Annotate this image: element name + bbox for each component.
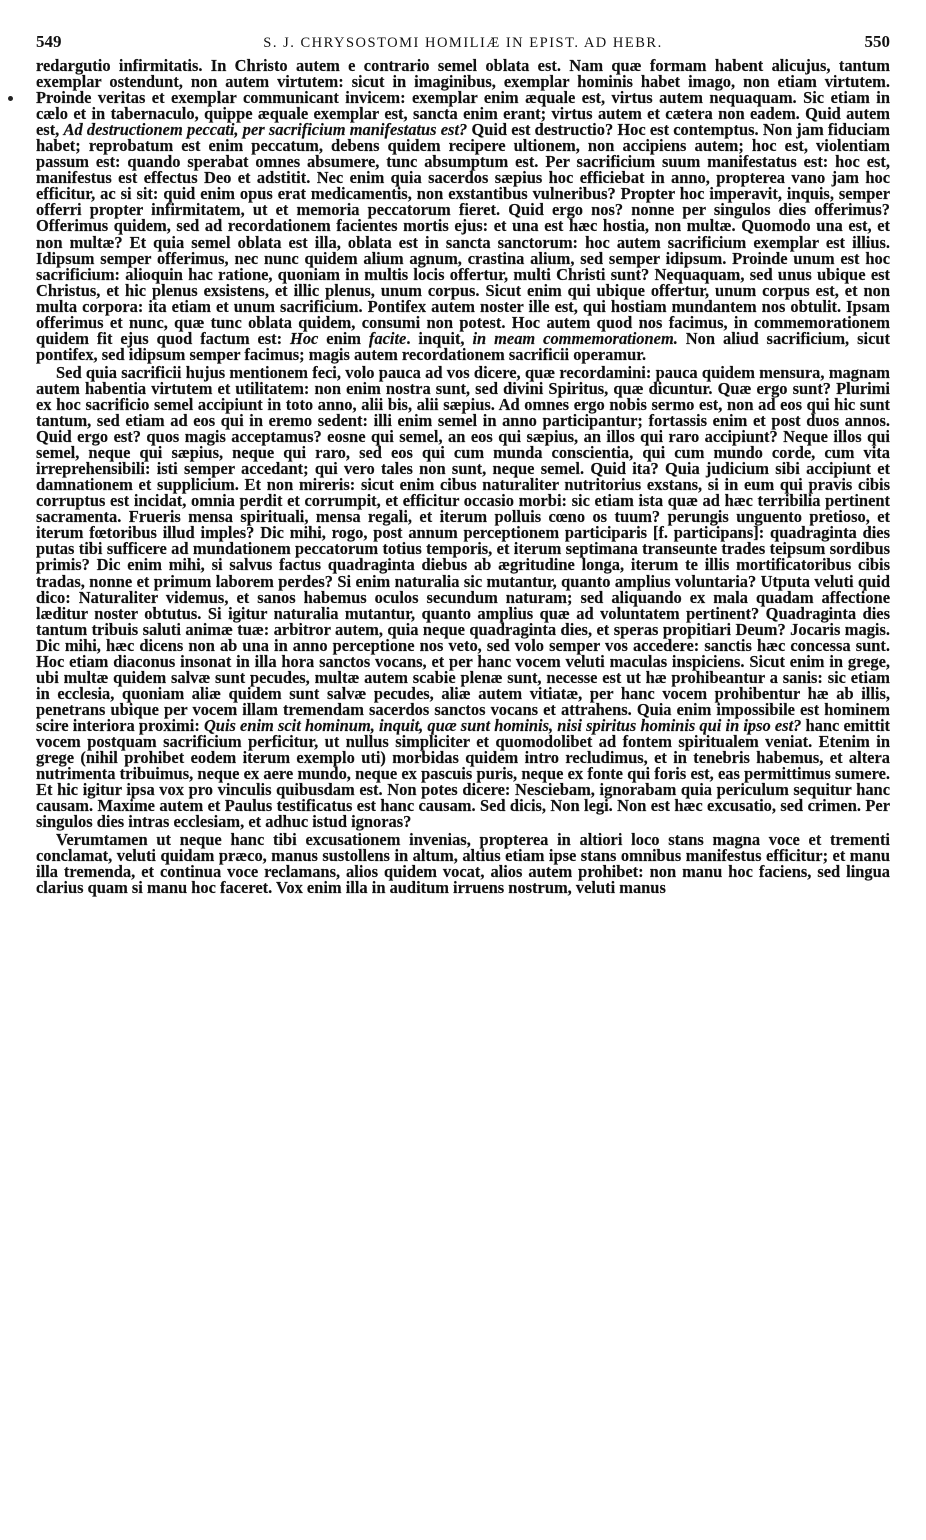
paragraph (36, 362, 890, 832)
text-run: redargutio infirmitatis. In Christo autem e contrario semel oblata est. Nam quæ formam habent alicujus, tantum exemplar ostendunt, non autem virtutem: sicut in imaginibus, exemplar hominis habet imago, non etiam virtutem. Proinde veritas et exemplar communicant invicem: exemplar enim æquale est, virtus autem nequaquam. Sic etiam in cælo et in tabernaculo, quippe æquale exemplar est, sancta enim erant; virtus autem et cætera non eadem. Quid autem est, (36, 56, 890, 140)
page-number-left: 549 (36, 32, 62, 51)
italic-run: Ad destructionem peccati, per sacrificium manifestatus est? (63, 120, 468, 140)
italic-run: in meam commemorationem. (472, 328, 678, 348)
running-title: S. J. CHRYSOSTOMI HOMILIÆ IN EPIST. AD HEBR. (263, 35, 663, 51)
text-run: Quid est destructio? Hoc est contemptus. Non jam fiduciam habet; reprobatum est enim peccatum, debens quidem recipere ultionem, non accipiens autem; hoc est, violentiam passum est: quando sperabat omnes absumere, tunc absumptum est. Per sacrificium suum manifestatus est: hoc est, manifestus est effectus Deo et adstitit. Nec enim quia sacerdos sæpius hoc efficiebat in anno, propterea vano jam hoc efficitur, ac si sit: quid enim opus erat medicamentis, non exstantibus vulneribus? Propter hoc imperavit, inquis, semper offerri propter infirmitatem, ut et memoria peccatorum fieret. Quid ergo nos? nonne per singulos dies offerimus? Offerimus quidem, sed ad recordationem facientes mortis ejus: et una est hæc hostia, non multæ. Quomodo una est, et non multæ? Et quia semel oblata est illa, oblata est in sancta sanctorum: hoc autem sacrificium exemplar est illius. Idipsum semper offerimus, nec nunc quidem alium agnum, crastina alium, sed semper idipsum. Proinde unum est hoc sacrificium: alioquin hac ratione, quoniam in multis locis offertur, multi Christi sunt? Nequaquam, sed unus ubique est Christus, et hic plenus exsistens, et illic plenus, unum corpus. Sicut enim qui ubique offertur, unum corpus est, et non multa corpora: ita etiam et unum sacrificium. Pontifex autem noster ille est, qui hostiam mundantem nos obtulit. Ipsam offerimus et nunc, quæ tunc oblata quidem, consumi non potest. Hoc autem quod nos facimus, in commemorationem quidem fit ejus quod factum est: (36, 120, 890, 348)
text-run: . inquit, (406, 328, 473, 348)
text-run: Sed quia sacrificii hujus mentionem feci, volo pauca ad vos dicere, quæ recordamini: pauca quidem mensura, magnam autem habentia virtutem et utilitatem: non enim nostra sunt, sed divini Spiritus, quæ dicuntur. Quæ ergo sunt? Plurimi ex hoc sacrificio semel accipiunt in toto anno, alii bis, alii sæpius. Ad omnes ergo nobis sermo est, non ad eos qui hic sunt tantum, sed etiam ad eos qui in eremo sedent: illi enim semel in anno participantur; fortassis enim et post duos annos. Quid ergo est? quos magis acceptamus? eosne qui semel, an eos qui sæpius, an illos qui raro accipiunt? Neque illos qui semel, neque qui sæpius, neque qui raro, sed eos qui cum munda conscientia, qui cum mundo corde, cum vita irreprehensibili: isti semper accedant; qui vero tales non sunt, neque semel. Quid ita? Quia judicium sibi accipiunt et damnationem et supplicium. Et non mireris: sicut enim cibus naturaliter nutritorius exstans, si in eum qui pravis cibis corruptus est incidat, omnia perdit et corrumpit, et efficitur occasio morbi: sic etiam ista quæ ad hæc terribilia pertinent sacramenta. Frueris mensa spirituali, mensa regali, et iterum polluis cœno os tuum? perungis unguento pretioso, et iterum fœtoribus illud imples? Dic mihi, rogo, post annum perceptionem participaris [f. participans]: quadraginta dies putas tibi sufficere ad mundationem peccatorum totius temporis, et iterum septimana transeunte trades teipsum sordibus primis? Dic enim mihi, si salvus factus quadraginta diebus ab ægritudine longa, iterum te illis mortificatoribus cibis tradas, nonne et primum laborem perdes? Si enim naturalia sic mutantur, quanto amplius voluntaria? Utputa veluti quid dico: Naturaliter videmus, et sanos habemus oculos secundum naturam; sed aliquando ex mala quadam affectione læditur noster obtutus. Si igitur naturalia mutantur, quanto amplius quæ ad voluntatem pertinent? Quadraginta dies tantum tribuis saluti animæ tuæ: arbitror autem, quia neque quadraginta dies, et speras propitiari Deum? Jocaris magis. Dic mihi, hæc dicens non ab una in anno perceptione nos veto, sed volo semper vos accedere: sanctis hæc concessa sunt. Hoc etiam diaconus insonat in illa hora sanctos vocans, et per hanc vocem veluti maculas inspiciens. Sicut enim in grege, ubi multæ quidem salvæ sunt pecudes, multæ autem scabie plenæ sunt, necesse est ut hæ prohibeantur a sanis: sic etiam in ecclesia, quoniam aliæ quidem sunt salvæ pecudes, aliæ autem vitiatæ, per hanc vocem prohibentur hæ ab illis, penetrans ubique per vocem illam tremendam sacerdos sanctos vocans et attrahens. Quia enim impossibile est hominem scire interiora proximi: (36, 362, 890, 735)
paragraph (36, 58, 890, 363)
italic-run: Hoc (290, 328, 319, 348)
text-run: enim (318, 328, 369, 348)
margin-mark (8, 96, 13, 101)
running-head (36, 32, 890, 52)
body-text (36, 58, 890, 896)
text-run: hanc emittit vocem postquam sacrificium perficitur, ut nullus simpliciter et quomodolibet ad fontem spiritualem veniat. Etenim in grege (nihil prohibet eodem iterum exemplo uti) morbidas quidem intro recludimus, et in tenebris habemus, et altera nutrimenta tribuimus, neque ex aere mundo, neque ex pascuis puris, neque ex fonte qui foris est, eas permittimus sumere. Et hic igitur ipsa vox pro vinculis quibusdam est. Non potes dicere: Nesciebam, ignorabam quia periculum sequitur hanc causam. Maxime autem et Paulus testificatus est hanc causam. Sed dicis, Non legi. Non est hæc excusatio, sed crimen. Per singulos dies intras ecclesiam, et adhuc istud ignoras? (36, 715, 890, 832)
page-number-right: 550 (864, 32, 890, 51)
paragraph (36, 832, 890, 896)
italic-run: facite (368, 328, 407, 348)
text-run: Non aliud sacrificium, sicut pontifex, sed idipsum semper facimus; magis autem recordationem sacrificii operamur. (36, 328, 890, 364)
text-run: Verumtamen ut neque hanc tibi excusationem invenias, propterea in altiori loco stans magna voce et trementi conclamat, veluti quidam præco, manus sustollens in altum, altius etiam ipse stans omnibus manifestus efficitur; et manu illa tremenda, et continua voce reclamans, alios quidem vocat, alios autem prohibet: non manu hoc faciens, sed lingua clarius quam si manu hoc faceret. Vox enim illa in auditum irruens nostrum, veluti manus (36, 830, 890, 898)
italic-run: Quis enim scit hominum, inquit, quæ sunt hominis, nisi spiritus hominis qui in ipso est? (203, 715, 802, 735)
